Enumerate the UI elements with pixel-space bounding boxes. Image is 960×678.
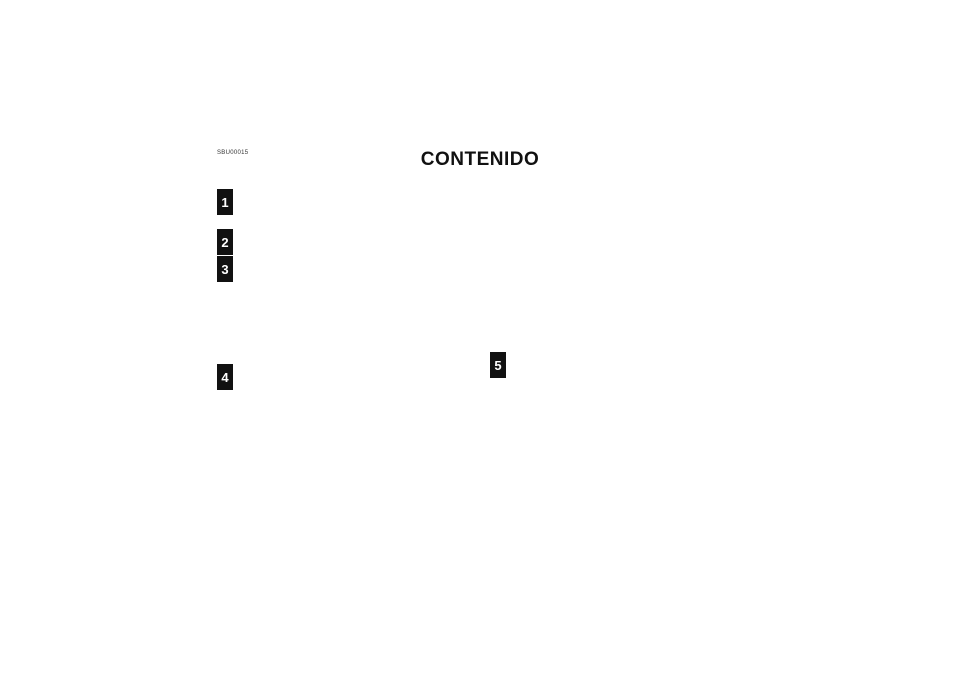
- document-code: SBU00015: [217, 150, 249, 156]
- section-tab-1: 1: [217, 189, 233, 215]
- section-tab-4: 4: [217, 364, 233, 390]
- section-tab-2: 2: [217, 229, 233, 255]
- page-title: CONTENIDO: [420, 149, 540, 170]
- section-tab-3: 3: [217, 256, 233, 282]
- section-tab-5: 5: [490, 352, 506, 378]
